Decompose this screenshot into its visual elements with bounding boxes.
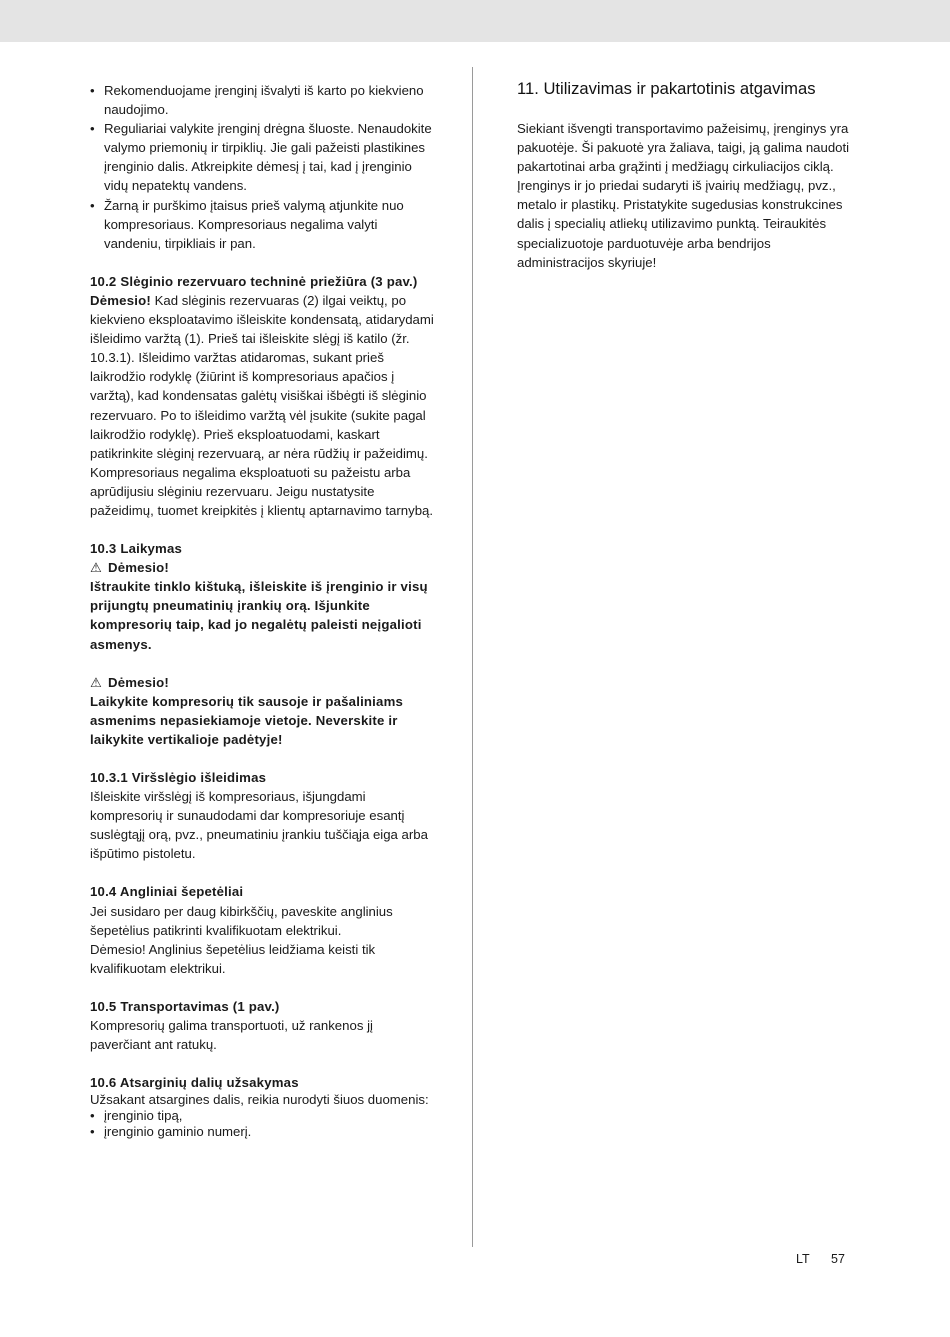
paragraph-text: Kad slėginis rezervuaras (2) ilgai veiktų, po kiekvieno eksploatavimo išleiskite kondensatą, atidarydami išleidimo varžtą (1). Prieš tai išleiskite slėgį iš katilo (žr. 10.3.1). Išleidimo varžtas atidaromas, sukant prieš laikrodžio rodyklę (žiūrint iš kompresoriaus apačios į varžtą), kad kondensatas galėtų visiškai išbėgti iš slėginio rezervuaro. Po to išleidimo varžtą vėl įsukite (sukite pagal laikrodžio rodyklę). Prieš eksploatuodami, kaskart patikrinkite slėginį rezervuarą, ar nėra rūdžių ir pažeidimų. xyxy=(90,292,434,461)
section-paragraph: Jei susidaro per daug kibirkščių, paveskite anglinius šepetėlius patikrinti kvalifikuotam elektrikui. xyxy=(90,903,393,938)
list-item: • įrenginio tipą, xyxy=(90,1108,435,1124)
section-heading: 10.2 Slėginio rezervuaro techninė priežiūra (3 pav.) xyxy=(90,273,418,289)
right-column xyxy=(517,78,852,272)
warning-text: Ištraukite tinklo kištuką, išleiskite iš įrenginio ir visų prijungtų pneumatinių įrankių orą. Išjunkite kompresorių taip, kad jo negalėtų paleisti neįgalioti asmenys. xyxy=(90,579,428,652)
section-10-5 xyxy=(90,997,435,1054)
column-divider xyxy=(472,67,473,1247)
warning-text: Laikykite kompresorių tik sausoje ir pašaliniams asmenims nepasiekiamoje vietoje. Neverskite ir laikykite vertikalioje padėtyje! xyxy=(90,693,404,747)
warning-title xyxy=(90,558,435,577)
header-band xyxy=(0,0,950,42)
section-paragraph: Užsakant atsargines dalis, reikia nurodyti šiuos duomenis: xyxy=(90,1092,429,1108)
section-heading: 10.3 Laikymas xyxy=(90,541,183,557)
warning-label: Dėmesio! xyxy=(108,560,169,576)
section-heading-11: 11. Utilizavimas ir pakartotinis atgavimas xyxy=(517,79,816,98)
section-heading: 10.3.1 Viršslėgio išleidimas xyxy=(90,770,267,785)
warning-icon: ⚠ xyxy=(90,674,103,690)
list-item: • Reguliariai valykite įrenginį drėgna šluoste. Nenaudokite valymo priemonių ir tirpiklių. Jie gali pažeisti plastikines įrenginio dalis. Atkreipkite dėmesį į tai, kad į įrenginio vidų nepatektų vandens. xyxy=(90,119,435,195)
warning-title xyxy=(90,673,435,692)
warning-block xyxy=(90,673,435,749)
section-paragraph xyxy=(90,291,435,463)
left-column xyxy=(90,81,435,1140)
warning-label: Dėmesio! xyxy=(108,674,169,690)
attention-label: Dėmesio! xyxy=(90,292,151,308)
section-10-2 xyxy=(90,272,435,520)
section-10-3-1 xyxy=(90,768,435,863)
section-paragraph: Siekiant išvengti transportavimo pažeisimų, įrenginys yra pakuotėje. Ši pakuotė yra žaliava, taigi, ją galima naudoti pakartotinai arba grąžinti į medžiagų cirkuliacijos ciklą. xyxy=(517,121,850,175)
section-10-6 xyxy=(90,1073,435,1140)
section-paragraph: Kompresoriaus negalima eksploatuoti su pažeistu arba aprūdijusiu slėginiu rezervuaru. Jeigu nustatysite pažeidimų, tuomet kreipkitės į klientų aptarnavimo tarnybą. xyxy=(90,464,434,518)
list-item: • įrenginio gaminio numerį. xyxy=(90,1124,435,1140)
section-10-4 xyxy=(90,882,435,977)
section-heading: 10.6 Atsarginių dalių užsakymas xyxy=(90,1075,299,1091)
spare-parts-list xyxy=(90,1108,435,1140)
list-item: • Žarną ir purškimo įtaisus prieš valymą atjunkite nuo kompresoriaus. Kompresoriaus negalima valyti vandeniu, tirpikliais ir pan. xyxy=(90,196,435,253)
cleaning-bullets xyxy=(90,81,435,253)
warning-icon: ⚠ xyxy=(90,560,103,576)
section-heading: 10.4 Angliniai šepetėliai xyxy=(90,884,244,900)
section-paragraph: Dėmesio! Anglinius šepetėlius leidžiama keisti tik kvalifikuotam elektrikui. xyxy=(90,941,376,976)
section-paragraph: Kompresorių galima transportuoti, už rankenos jį paverčiant ant ratukų. xyxy=(90,1018,373,1053)
page-number: 57 xyxy=(831,1252,845,1266)
language-code: LT xyxy=(796,1252,810,1266)
section-paragraph: Įrenginys ir jo priedai sudaryti iš įvairių medžiagų, pvz., metalo ir plastikų. Pristatykite sugedusias konstrukcines dalis į specialių atliekų utilizavimo punktą. Teiraukitės specializuotoje parduotuvėje arba bendrijos administracijos skyriuje! xyxy=(517,178,843,270)
list-item: • Rekomenduojame įrenginį išvalyti iš karto po kiekvieno naudojimo. xyxy=(90,81,435,119)
section-heading: 10.5 Transportavimas (1 pav.) xyxy=(90,998,280,1014)
section-10-3 xyxy=(90,539,435,749)
section-paragraph: Išleiskite viršslėgį iš kompresoriaus, išjungdami kompresorių ir sunaudodami dar kompresoriuje esantį suslėgtąjį orą, pvz., pneumatiniu įrankiu tuščiąja eiga arba išpūtimo pistoletu. xyxy=(90,789,428,862)
